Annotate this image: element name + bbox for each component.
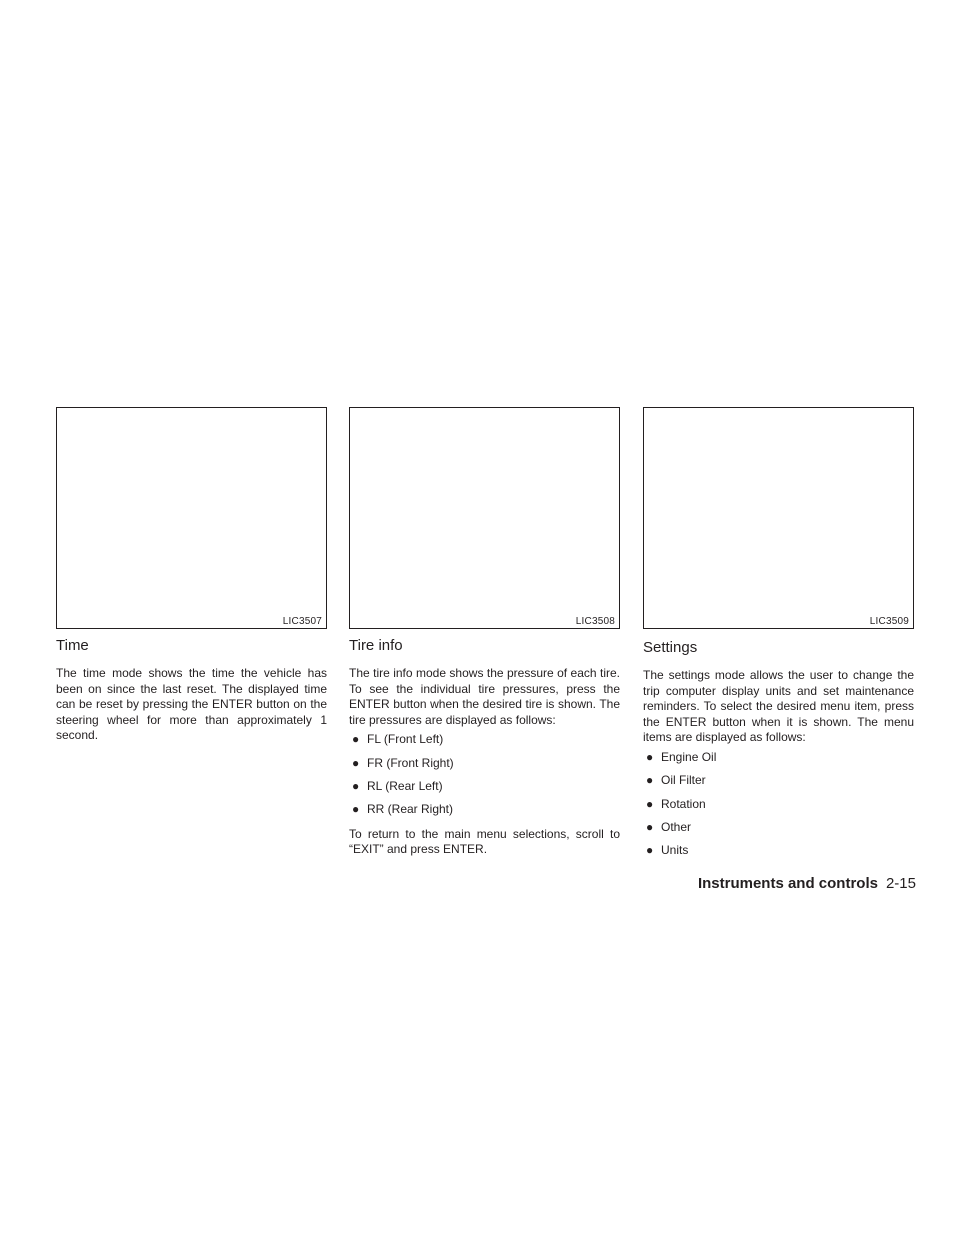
list-item	[349, 802, 620, 825]
bullet-icon: ●	[646, 773, 654, 788]
footer-section-title: Instruments and controls	[697, 875, 878, 892]
section-heading: Settings	[643, 639, 698, 656]
bullet-icon: ●	[646, 843, 654, 858]
bullet-icon: ●	[352, 732, 360, 747]
list-item-text: Other	[661, 819, 692, 834]
bullet-list	[643, 750, 914, 866]
list-item-text: Rotation	[661, 796, 706, 811]
section-heading: Tire info	[349, 637, 403, 654]
section-body: The time mode shows the time the vehicle has been on since the last reset. The displayed time can be reset by pressing the ENTER button on the steering wheel for more than approximately 1 second.	[56, 666, 327, 743]
list-item-text: Units	[661, 843, 689, 858]
figure-tire-info	[349, 407, 620, 629]
section-body-after: To return to the main menu selections, scroll to “EXIT” and press ENTER.	[349, 826, 620, 857]
list-item	[349, 756, 620, 779]
section-body: The tire info mode shows the pressure of each tire. To see the individual tire pressures, press the ENTER button when the desired tire is shown. The tire pressures are displayed as follows:	[349, 666, 620, 727]
list-item-text: FR (Front Right)	[367, 755, 454, 770]
list-item	[349, 779, 620, 802]
list-item	[349, 732, 620, 755]
list-item	[643, 773, 914, 796]
list-item-text: FL (Front Left)	[367, 732, 444, 747]
page-footer	[698, 875, 916, 892]
figure-time	[56, 407, 327, 629]
column-settings	[643, 407, 914, 866]
bullet-icon: ●	[646, 749, 654, 764]
figure-code: LIC3508	[575, 616, 615, 627]
section-body: The settings mode allows the user to change the trip computer display units and set maintenance reminders. To select the desired menu item, press the ENTER button when it is shown. The menu items are displayed as follows:	[643, 668, 914, 745]
bullet-list	[349, 732, 620, 825]
bullet-icon: ●	[646, 796, 654, 811]
section-heading: Time	[56, 637, 89, 654]
figure-settings	[643, 407, 914, 629]
figure-code: LIC3509	[869, 616, 909, 627]
list-item-text: Engine Oil	[661, 749, 717, 764]
page-number: 2-15	[885, 875, 916, 892]
list-item	[643, 797, 914, 820]
bullet-icon: ●	[646, 819, 654, 834]
list-item-text: RR (Rear Right)	[367, 802, 454, 817]
list-item	[643, 843, 914, 866]
list-item-text: RL (Rear Left)	[367, 778, 443, 793]
bullet-icon: ●	[352, 755, 360, 770]
bullet-icon: ●	[352, 778, 360, 793]
bullet-icon: ●	[352, 802, 360, 817]
list-item-text: Oil Filter	[661, 773, 706, 788]
column-tire-info	[349, 407, 620, 858]
list-item	[643, 820, 914, 843]
figure-code: LIC3507	[282, 616, 322, 627]
column-time	[56, 407, 327, 744]
list-item	[643, 750, 914, 773]
